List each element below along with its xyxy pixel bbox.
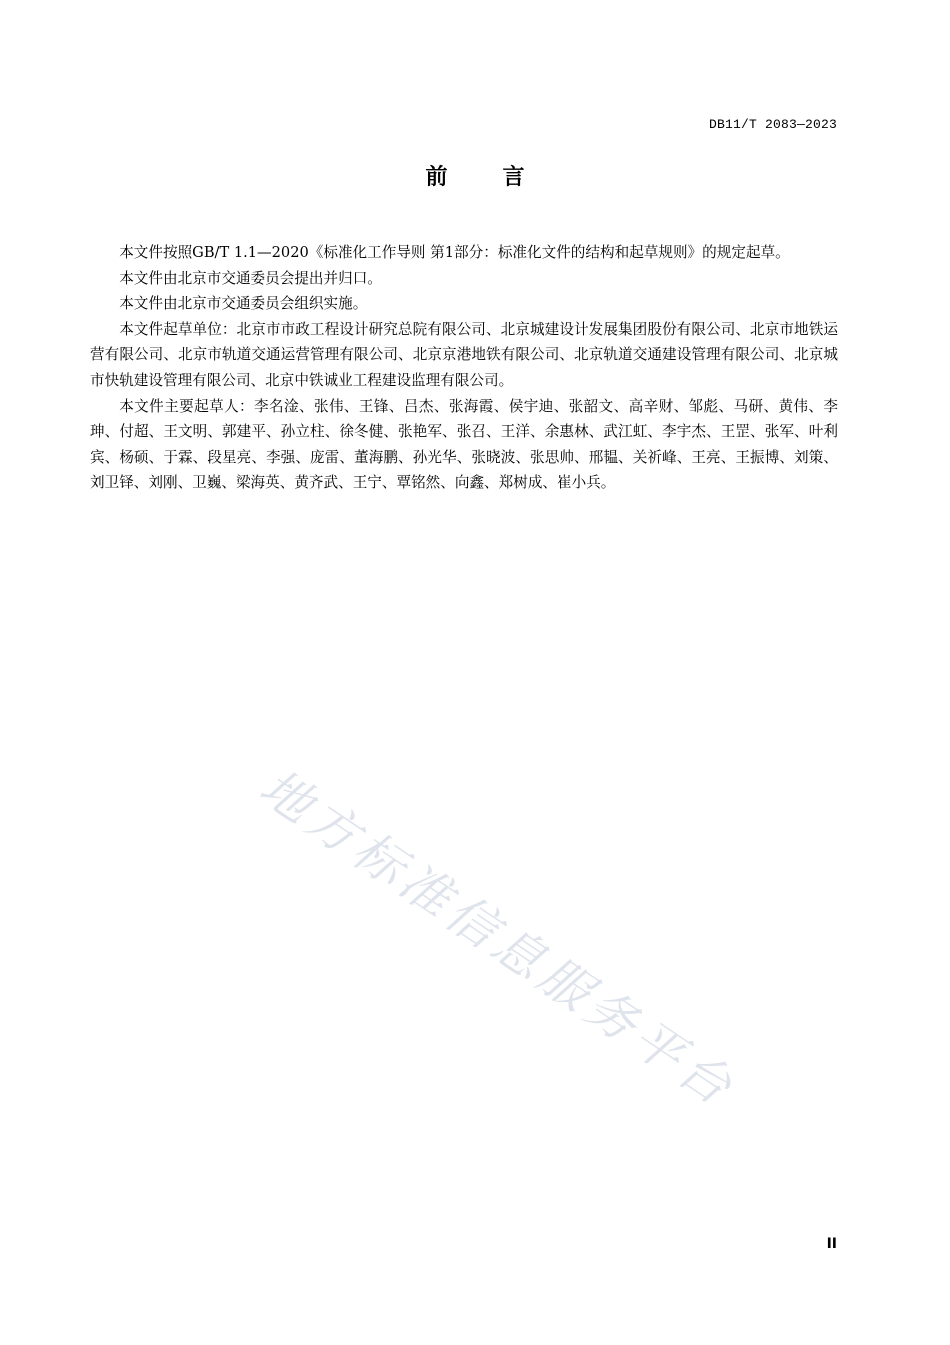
page-title: 前言 xyxy=(425,165,580,190)
watermark: 地方标准信息服务平台 xyxy=(249,757,747,1119)
paragraph-implementer: 本文件由北京市交通委员会组织实施。 xyxy=(119,295,368,313)
paragraph-proposer: 本文件由北京市交通委员会提出并归口。 xyxy=(119,269,382,287)
paragraph-main-drafters: 本文件主要起草人：李名淦、张伟、王锋、吕杰、张海霞、侯宇迪、张韶文、高辛财、邹彪、马研、黄伟、李珅、付超、王文明、郭建平、孙立柱、徐冬健、张艳军、张召、王洋、余惠林、武江虹、李宇杰、王罡、张军、叶利宾、杨硕、于霖、段星亮、李强、庞雷、董海鹏、孙光华、张晓波、张思帅、邢韫、关祈峰、王亮、王振博、刘策、刘卫铎、刘刚、卫巍、梁海英、黄齐武、王宁、覃铭然、向鑫、郑树成、崔小兵。 xyxy=(90,397,838,492)
paragraph-drafting-units: 本文件起草单位：北京市市政工程设计研究总院有限公司、北京城建设计发展集团股份有限公司、北京市地铁运营有限公司、北京市轨道交通运营管理有限公司、北京京港地铁有限公司、北京轨道交通建设管理有限公司、北京城市快轨建设管理有限公司、北京中铁诚业工程建设监理有限公司。 xyxy=(90,320,838,389)
document-code: DB11/T 2083—2023 xyxy=(708,117,837,132)
page-number: II xyxy=(826,1236,837,1252)
foreword-body xyxy=(90,240,838,496)
paragraph-drafting-rules: 本文件按照GB/T 1.1—2020《标准化工作导则 第1部分：标准化文件的结构和起草规则》的规定起草。 xyxy=(119,244,790,261)
